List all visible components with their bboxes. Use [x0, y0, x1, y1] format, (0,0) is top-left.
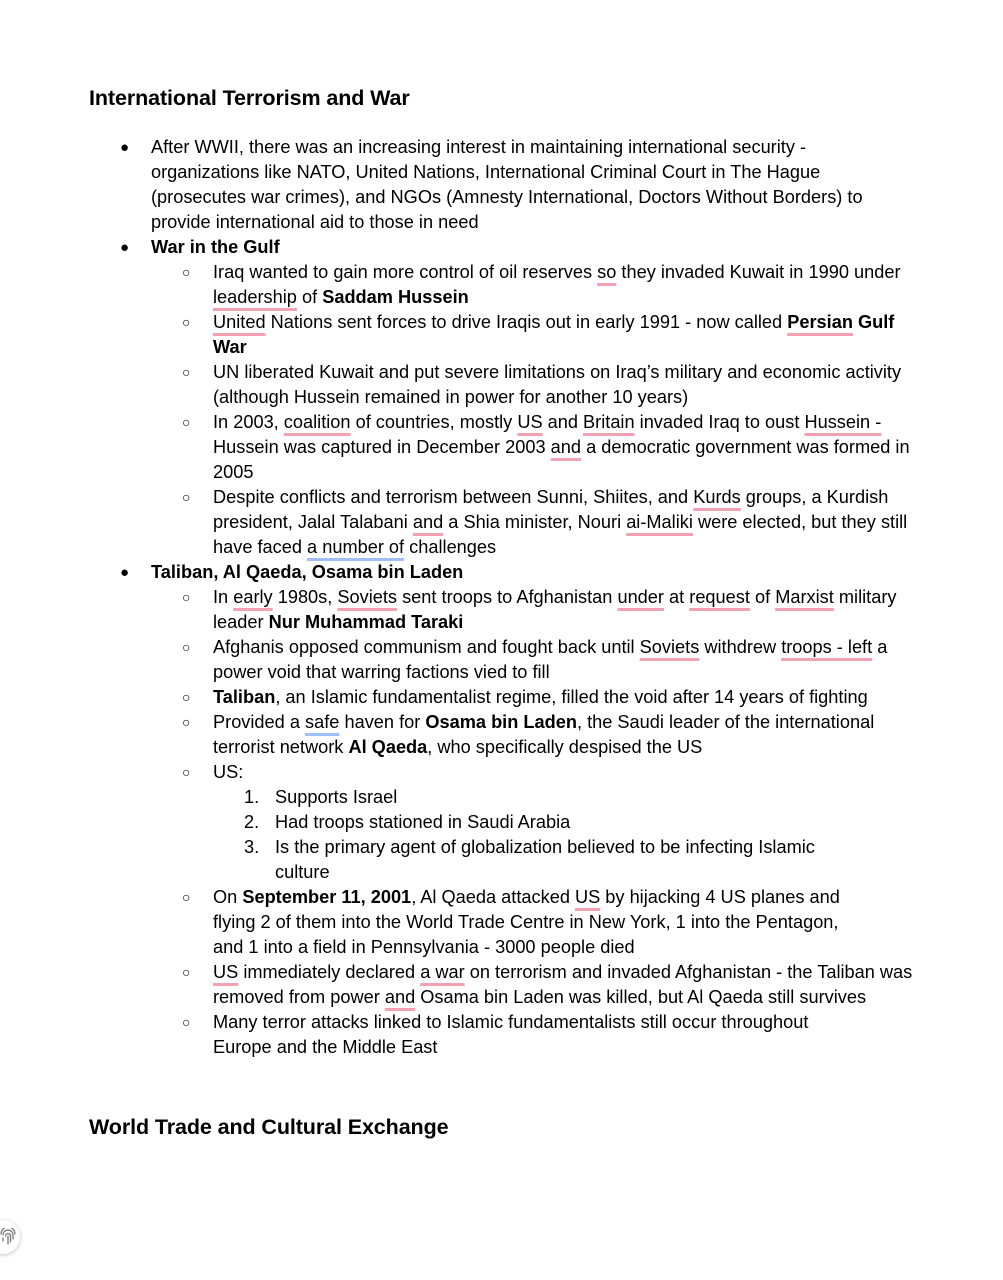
spelling-flag[interactable]: so [597, 262, 617, 282]
circle-bullet-icon: ○ [182, 589, 191, 605]
list-item: ○ US: [0, 760, 1003, 785]
list-item: ○ UN liberated Kuwait and put severe limitations on Iraq’s military and economic activity (although Hussein remained in power for another 10 years) [182, 362, 902, 407]
list-item: ○ Many terror attacks linked to Islamic fundamentalists still occur throughout Europe and the Middle East [182, 1012, 809, 1057]
spelling-flag[interactable]: US [574, 887, 601, 907]
spelling-flag[interactable]: United [213, 312, 266, 332]
spelling-flag[interactable]: ai-Maliki [626, 512, 693, 532]
list-item: ○ On September 11, 2001, Al Qaeda attacked US by hijacking 4 US planes and flying 2 of them into the World Trade Centre in New York, 1 into the Pentagon, and 1 into a field in Pennsylvania - 3000 people died [182, 887, 840, 957]
circle-bullet-icon: ○ [182, 714, 191, 730]
numbered-item: 1. Supports Israel [244, 787, 398, 807]
numbered-item: 2. Had troops stationed in Saudi Arabia [244, 812, 571, 832]
spelling-flag[interactable]: Kurds [693, 487, 741, 507]
circle-bullet-icon: ○ [182, 1014, 191, 1030]
circle-bullet-icon: ○ [182, 689, 191, 705]
spelling-flag[interactable]: and [550, 437, 582, 457]
list-item: ○ In 2003, coalition of countries, mostly US and Britain invaded Iraq to oust Hussein - Hussein was captured in December 2003 and a democratic government was formed in 2005 [182, 412, 910, 482]
spelling-flag[interactable]: Persian [787, 312, 853, 332]
bullet-list [0, 135, 1003, 1060]
spelling-flag[interactable]: under [617, 587, 664, 607]
fingerprint-icon [0, 1228, 16, 1246]
list-item-taliban: ● Taliban, Al Qaeda, Osama bin Laden [0, 560, 1003, 585]
spelling-flag[interactable]: leadership [213, 287, 297, 307]
spelling-flag[interactable]: Soviets [337, 587, 398, 607]
circle-bullet-icon: ○ [182, 314, 191, 330]
spelling-flag[interactable]: US [517, 412, 543, 432]
circle-bullet-icon: ○ [182, 489, 191, 505]
section-heading-trade: World Trade and Cultural Exchange [89, 1115, 449, 1139]
bullet-icon: ● [120, 239, 130, 256]
spelling-flag[interactable]: and [384, 987, 416, 1007]
list-item: ○ Despite conflicts and terrorism between Sunni, Shiites, and Kurds groups, a Kurdish president, Jalal Talabani and a Shia minister, Nouri ai-Maliki were elected, but they still have faced a number of challenges [182, 487, 908, 557]
spelling-flag[interactable]: and [412, 512, 444, 532]
spelling-flag[interactable]: a war [420, 962, 465, 982]
bullet-icon: ● [120, 139, 130, 156]
section-heading-terrorism: International Terrorism and War [89, 86, 410, 110]
spelling-flag[interactable]: Britain [583, 412, 635, 432]
list-item-gulf: ● War in the Gulf [0, 235, 1003, 260]
circle-bullet-icon: ○ [182, 414, 191, 430]
list-item: ● After WWII, there was an increasing interest in maintaining international security - organizations like NATO, United Nations, International Criminal Court in The Hague (prosecutes war crimes), and NGOs (Amnesty International, Doctors Without Borders) to provide international aid to those in need [120, 137, 863, 232]
circle-bullet-icon: ○ [182, 964, 191, 980]
spelling-flag[interactable]: Marxist [775, 587, 834, 607]
circle-bullet-icon: ○ [182, 364, 191, 380]
list-item: ○ United Nations sent forces to drive Iraqis out in early 1991 - now called Persian Gulf War [182, 312, 895, 357]
grammar-flag[interactable]: safe [305, 712, 340, 732]
list-item: ○ Taliban, an Islamic fundamentalist regime, filled the void after 14 years of fighting [0, 685, 1003, 710]
bullet-icon: ● [120, 564, 130, 581]
circle-bullet-icon: ○ [182, 264, 191, 280]
spelling-flag[interactable]: coalition [283, 412, 351, 432]
circle-bullet-icon: ○ [182, 764, 191, 780]
list-item: ○ Provided a safe haven for Osama bin Laden, the Saudi leader of the international terrorist network Al Qaeda, who specifically despised the US [182, 712, 875, 757]
numbered-item: 3. Is the primary agent of globalization believed to be infecting Islamic culture [244, 837, 815, 882]
list-item: ○ In early 1980s, Soviets sent troops to Afghanistan under at request of Marxist military leader Nur Muhammad Taraki [182, 587, 897, 632]
grammar-flag[interactable]: a number of [307, 537, 405, 557]
list-item: ○ US immediately declared a war on terrorism and invaded Afghanistan - the Taliban was removed from power and Osama bin Laden was killed, but Al Qaeda still survives [182, 962, 913, 1007]
spelling-flag[interactable]: troops - left [781, 637, 873, 657]
spelling-flag[interactable]: Hussein - [804, 412, 882, 432]
fingerprint-button[interactable] [0, 1220, 20, 1254]
spelling-flag[interactable]: US [213, 962, 239, 982]
circle-bullet-icon: ○ [182, 889, 191, 905]
circle-bullet-icon: ○ [182, 639, 191, 655]
list-item: ○ Afghanis opposed communism and fought back until Soviets withdrew troops - left a power void that warring factions vied to fill [182, 637, 888, 682]
list-item: ○ Iraq wanted to gain more control of oil reserves so they invaded Kuwait in 1990 under leadership of Saddam Hussein [182, 262, 901, 307]
spelling-flag[interactable]: Soviets [639, 637, 700, 657]
spelling-flag[interactable]: early [233, 587, 273, 607]
spelling-flag[interactable]: request [689, 587, 750, 607]
